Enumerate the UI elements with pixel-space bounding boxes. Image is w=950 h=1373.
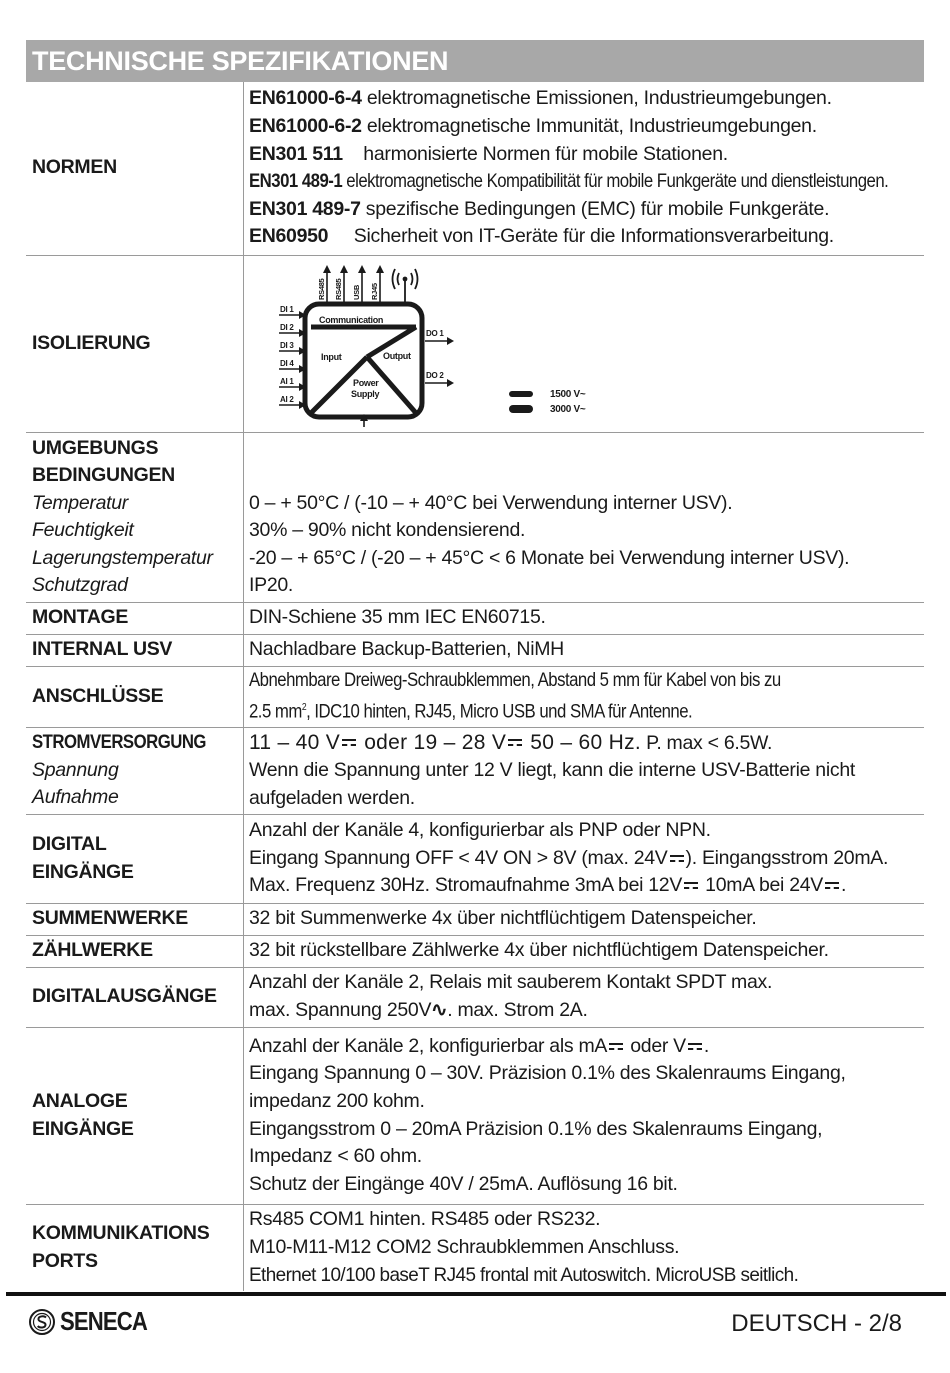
antenna-icon (393, 269, 418, 303)
row-summen (26, 903, 924, 935)
key-komm: KOMMUNIKATIONS PORTS (26, 1204, 244, 1291)
isolation-diagram (249, 259, 609, 429)
dc-icon (342, 738, 356, 748)
key-montage: MONTAGE (26, 602, 244, 634)
key-strom: STROMVERSORGUNG Spannung Aufnahme (26, 727, 244, 814)
row-normen (26, 82, 924, 255)
port-label: RS485 (317, 278, 326, 300)
val-strom: 11 – 40 V oder 19 – 28 V 50 – 60 Hz. P. max < 6.5W. Wenn die Spannung unter 12 V liegt, kann die interne USV-Batterie nicht aufgeladen werden. (244, 727, 925, 814)
block-power: Power (353, 377, 379, 388)
dc-icon (684, 881, 698, 891)
block-communication: Communication (319, 314, 384, 325)
legend-1500: 1500 V~ (550, 388, 586, 400)
section-title: TECHNISCHE SPEZIFIKATIONEN (26, 40, 924, 82)
input-label: DI 2 (280, 322, 294, 332)
dc-icon (670, 854, 684, 864)
input-label: AI 1 (280, 376, 294, 386)
block-output: Output (383, 350, 411, 361)
key-normen: NORMEN (26, 82, 244, 255)
key-zaehl: ZÄHLWERKE (26, 935, 244, 967)
output-label: DO 2 (426, 370, 444, 380)
val-komm: Rs485 COM1 hinten. RS485 oder RS232. M10-M11-M12 COM2 Schraubklemmen Anschluss. Ethernet 10/100 baseT RJ45 frontal mit Autoswitch. MicroUSB seitlich. (249, 1208, 799, 1286)
input-label: DI 4 (280, 358, 294, 368)
row-usv (26, 634, 924, 666)
block-input: Input (321, 351, 342, 362)
val-montage: DIN-Schiene 35 mm IEC EN60715. (244, 602, 925, 634)
port-label: USB (352, 284, 361, 300)
dc-icon (508, 738, 522, 748)
page-footer: DEUTSCH - 2/8 (731, 1310, 902, 1337)
key-digital-out: DIGITALAUSGÄNGE (26, 967, 244, 1027)
row-analog (26, 1027, 924, 1204)
output-label: DO 1 (426, 328, 444, 338)
legend-3000: 3000 V~ (550, 403, 586, 415)
port-label: RS485 (334, 278, 343, 300)
seneca-logo-icon (28, 1308, 56, 1336)
dc-icon (688, 1042, 702, 1052)
key-usv: INTERNAL USV (26, 634, 244, 666)
block-supply: Supply (351, 388, 380, 399)
row-strom (26, 727, 924, 814)
row-umgebung (26, 432, 924, 602)
key-anschluesse: ANSCHLÜSSE (26, 666, 244, 727)
brand-logo (28, 1306, 162, 1337)
val-anschluesse: Abnehmbare Dreiweg-Schraubklemmen, Abstand 5 mm für Kabel von bis zu 2.5 $mm^2$, IDC10 hinten, RJ45, Micro USB und SMA für Antenne. (244, 666, 925, 727)
val-usv: Nachladbare Backup-Batterien, NiMH (244, 634, 925, 666)
row-komm (26, 1204, 924, 1291)
input-label: DI 3 (280, 340, 294, 350)
key-summen: SUMMENWERKE (26, 903, 244, 935)
row-digital-in (26, 814, 924, 903)
row-isolierung (26, 255, 924, 432)
val-analog: Anzahl der Kanäle 2, konfigurierbar als mA oder V . Eingang Spannung 0 – 30V. Präzision 0.1% des Skalenraums Eingang, impedanz 200 kohm. Eingangsstrom 0 – 20mA Präzision 0.1% des Skalenraums Eingang, Impedanz < 60 ohm. Schutz der Eingänge 40V / 25mA. Auflösung 16 bit. (244, 1027, 925, 1204)
row-digital-out (26, 967, 924, 1027)
val-umgebung: 0 – + 50°C / (-10 – + 40°C bei Verwendung interner USV). 30% – 90% nicht kondensierend. -20 – + 65°C / (-20 – + 45°C < 6 Monate bei Verwendung interner USV). IP20. (244, 432, 925, 602)
dc-icon (825, 881, 839, 891)
val-zaehl: 32 bit rückstellbare Zählwerke 4x über nichtflüchtigem Datenspeicher. (244, 935, 925, 967)
spec-table (26, 82, 924, 1291)
val-digital-in: Anzahl der Kanäle 4, konfigurierbar als PNP oder NPN. Eingang Spannung OFF < 4V ON > 8V (max. 24V ). Eingangsstrom 20mA. Max. Frequenz 30Hz. Stromaufnahme 3mA bei 12V 10mA bei 24V . (244, 814, 925, 903)
footer-rule (6, 1292, 946, 1296)
val-normen: EN61000-6-4 elektromagnetische Emissionen, Industrieumgebungen. EN61000-6-2 elektromagnetische Immunität, Industrieumgebungen. EN301 511 harmonisierte Normen für mobile Stationen. EN301 489-1 elektromagnetische Kompatibilität für mobile Funkgeräte und dienstleistungen. EN301 489-7 spezifische Bedingungen (EMC) für mobile Funkgeräte. EN60950 Sicherheit von IT-Geräte für die Informationsverarbeitung. (244, 82, 925, 255)
val-isolierung (244, 255, 925, 432)
ac-icon: ∿ (431, 999, 448, 1021)
port-label: RJ45 (370, 282, 379, 300)
key-analog: ANALOGE EINGÄNGE (26, 1027, 244, 1204)
brand-name: SENECA (60, 1306, 148, 1336)
key-digital-in: DIGITAL EINGÄNGE (26, 814, 244, 903)
input-label: DI 1 (280, 304, 294, 314)
val-digital-out: Anzahl der Kanäle 2, Relais mit sauberem Kontakt SPDT max. max. Spannung 250V∿. max. Strom 2A. (244, 967, 925, 1027)
row-zaehl (26, 935, 924, 967)
row-montage (26, 602, 924, 634)
val-summen: 32 bit Summenwerke 4x über nichtflüchtigem Datenspeicher. (244, 903, 925, 935)
legend-1500-mark (509, 391, 533, 397)
legend-3000-mark (509, 405, 533, 413)
key-umgebung: UMGEBUNGS BEDINGUNGEN Temperatur Feuchtigkeit Lagerungstemperatur Schutzgrad (26, 432, 244, 602)
input-label: AI 2 (280, 394, 294, 404)
row-anschluesse (26, 666, 924, 727)
dc-icon (609, 1042, 623, 1052)
key-isolierung: ISOLIERUNG (26, 255, 244, 432)
